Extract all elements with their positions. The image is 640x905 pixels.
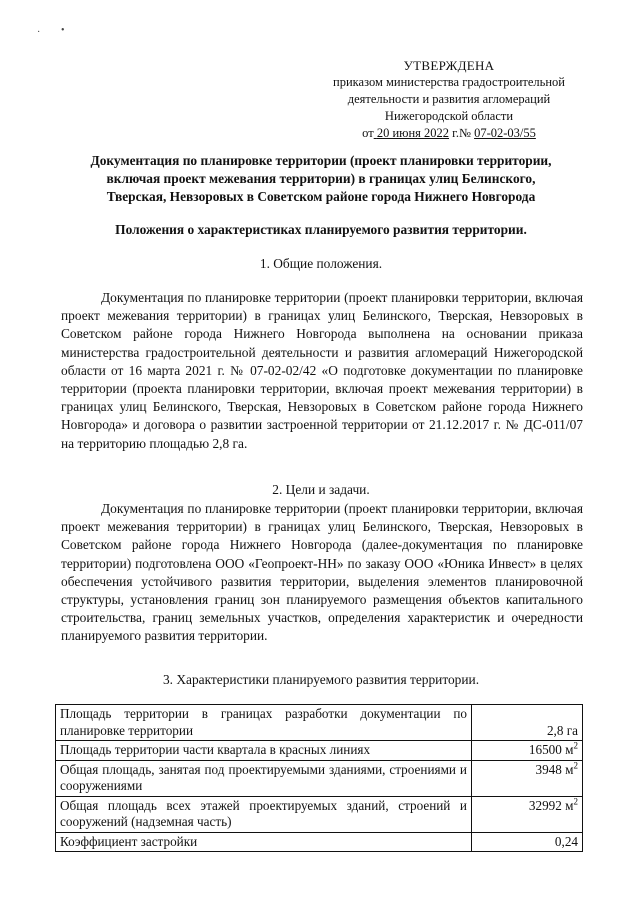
row-name: Площадь территории в границах разработки документации по планировке территории	[56, 705, 472, 741]
approval-date: 20 июня 2022	[376, 126, 450, 140]
section-heading-1: 1. Общие положения.	[259, 256, 383, 271]
table-row	[56, 760, 583, 796]
approval-stamp	[318, 57, 580, 142]
approval-heading: УТВЕРЖДЕНА	[403, 58, 495, 73]
section-text-1: Документация по планировке территории (проект планировки территории, включая проект межевания территории) в границах улиц Белинского, Тверская, Невзоровых в Советском районе города Нижнего Новгорода выполнена на основании приказа министерства градостроительной деятельности и развития агломераций Нижегородской области от 16 марта 2021 г. № 07-02-02/42 «О подготовке документации по планировке территории (проекта планировки территории, включая проект межевания территории) в границах улиц Белинского, Тверская, Невзоровых в Советском районе города Нижнего Новгорода» и договора о развитии застроенной территории от 21.12.2017 г. № ДС-011/07 на территорию площадью 2,8 га.	[61, 290, 583, 451]
approval-date-prefix: от	[362, 126, 374, 140]
row-value: 32992 $м^2$	[472, 796, 583, 832]
section-text-2: Документация по планировке территории (проект планировки территории, включая проект межевания территории) в границах улиц Белинского, Тверская, Невзоровых в Советском районе города Нижнего Новгорода (далее-документация по планировке территории) подготовлена ООО «Геопроект-НН» по заказу ООО «Юника Инвест» в целях обеспечения устойчивого развития территории, выделения элементов планировочной структуры, установления границ зон планируемого размещения объектов капитального строительства, границ земельных участков, определения характеристик и очередности планируемого развития территории.	[61, 501, 583, 644]
row-name: Коэффициент застройки	[56, 832, 472, 852]
row-name: Площадь территории части квартала в красных линиях	[56, 741, 472, 761]
row-value: 2,8 га	[472, 705, 583, 741]
scan-speck: •	[61, 25, 65, 36]
scan-speck: ·	[37, 27, 41, 38]
row-value: 3948 $м^2$	[472, 760, 583, 796]
row-name: Общая площадь всех этажей проектируемых зданий, строений и сооружений (надземная часть)	[56, 796, 472, 832]
approval-line: деятельности и развития агломераций	[347, 92, 551, 106]
approval-number: 07-02-03/55	[474, 126, 536, 140]
approval-date-line	[318, 125, 580, 142]
section-heading-3: 3. Характеристики планируемого развития территории.	[162, 672, 480, 687]
title-line: Документация по планировке территории (проект планировки территории,	[90, 153, 552, 168]
table-row	[56, 741, 583, 761]
table-row	[56, 832, 583, 852]
row-value: 0,24	[472, 832, 583, 852]
table-row	[56, 705, 583, 741]
approval-line: приказом министерства градостроительной	[333, 75, 565, 89]
document-title	[56, 152, 586, 206]
table-row	[56, 796, 583, 832]
approval-line: Нижегородской области	[384, 109, 514, 123]
title-line: Тверская, Невзоровых в Советском районе города Нижнего Новгорода	[106, 189, 536, 204]
characteristics-table	[55, 704, 583, 852]
section-heading-2: 2. Цели и задачи.	[272, 482, 370, 497]
document-subtitle: Положения о характеристиках планируемого развития территории.	[115, 222, 527, 237]
approval-date-suffix: г.№	[452, 126, 471, 140]
title-line: включая проект межевания территории) в границах улиц Белинского,	[106, 171, 536, 186]
row-value: 16500 $м^2$	[472, 741, 583, 761]
row-name: Общая площадь, занятая под проектируемыми зданиями, строениями и сооружениями	[56, 760, 472, 796]
